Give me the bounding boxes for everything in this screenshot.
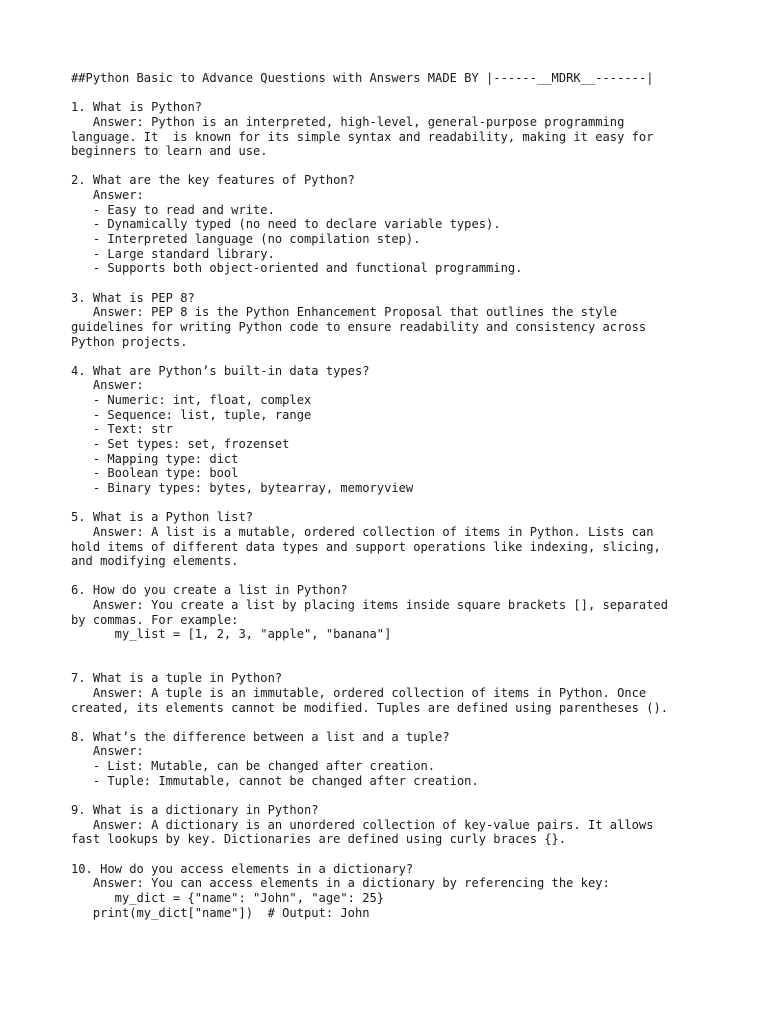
text-line: - Sequence: list, tuple, range <box>71 407 312 422</box>
text-line <box>71 349 751 364</box>
text-line: Answer: A tuple is an immutable, ordered collection of items in Python. Once <box>71 685 647 700</box>
text-line: 6. How do you create a list in Python? <box>71 583 348 598</box>
text-line: hold items of different data types and support operations like indexing, slicing, <box>71 539 661 554</box>
text-line: and modifying elements. <box>71 554 239 569</box>
text-line: Answer: A dictionary is an unordered collection of key-value pairs. It allows <box>71 817 654 832</box>
text-line: - Easy to read and write. <box>71 202 275 217</box>
text-line: - Tuple: Immutable, cannot be changed after creation. <box>71 773 479 788</box>
text-line: Answer: Python is an interpreted, high-level, general-purpose programming <box>71 114 625 129</box>
text-line: - List: Mutable, can be changed after creation. <box>71 759 436 774</box>
text-line <box>71 715 751 730</box>
text-line: - Supports both object-oriented and functional programming. <box>71 261 523 276</box>
text-line <box>71 642 751 657</box>
text-line: Answer: You can access elements in a dictionary by referencing the key: <box>71 876 610 891</box>
text-line <box>71 276 751 291</box>
text-line <box>71 496 751 511</box>
text-line <box>71 657 751 672</box>
text-line: - Dynamically typed (no need to declare variable types). <box>71 217 501 232</box>
text-line: Answer: <box>71 744 144 759</box>
text-line: 4. What are Python’s built-in data types? <box>71 363 370 378</box>
text-line <box>71 788 751 803</box>
text-line: - Interpreted language (no compilation step). <box>71 232 421 247</box>
text-line: 7. What is a tuple in Python? <box>71 671 283 686</box>
text-line <box>71 86 751 101</box>
text-line <box>71 569 751 584</box>
text-line: 2. What are the key features of Python? <box>71 173 355 188</box>
text-line: Python projects. <box>71 334 188 349</box>
text-line: - Text: str <box>71 422 173 437</box>
text-line <box>71 159 751 174</box>
document-title: ##Python Basic to Advance Questions with Answers MADE BY |------__MDRK__-------| <box>71 71 654 85</box>
text-line: Answer: <box>71 378 144 393</box>
document-page <box>71 71 751 920</box>
text-line: - Binary types: bytes, bytearray, memoryview <box>71 480 414 495</box>
text-line: Answer: <box>71 188 144 203</box>
text-line: - Mapping type: dict <box>71 451 239 466</box>
text-line: 10. How do you access elements in a dictionary? <box>71 861 414 876</box>
text-line: beginners to learn and use. <box>71 144 268 159</box>
text-line: - Boolean type: bool <box>71 466 239 481</box>
text-line: my_dict = {"name": "John", "age": 25} <box>71 890 385 905</box>
text-line: 8. What’s the difference between a list and a tuple? <box>71 729 450 744</box>
text-line: 3. What is PEP 8? <box>71 290 195 305</box>
text-line: print(my_dict["name"]) # Output: John <box>71 905 370 920</box>
text-line: 1. What is Python? <box>71 100 203 115</box>
text-line <box>71 847 751 862</box>
text-line: Answer: You create a list by placing items inside square brackets [], separated <box>71 598 669 613</box>
text-line: my_list = [1, 2, 3, "apple", "banana"] <box>71 627 392 642</box>
text-line: guidelines for writing Python code to ensure readability and consistency across <box>71 319 647 334</box>
text-line: language. It is known for its simple syntax and readability, making it easy for <box>71 129 654 144</box>
text-line: by commas. For example: <box>71 612 239 627</box>
text-line: Answer: A list is a mutable, ordered collection of items in Python. Lists can <box>71 524 654 539</box>
text-line: Answer: PEP 8 is the Python Enhancement Proposal that outlines the style <box>71 305 618 320</box>
text-line: - Numeric: int, float, complex <box>71 393 312 408</box>
text-line: - Large standard library. <box>71 246 275 261</box>
text-line: created, its elements cannot be modified. Tuples are defined using parentheses (). <box>71 700 669 715</box>
text-line: - Set types: set, frozenset <box>71 437 290 452</box>
text-line: 5. What is a Python list? <box>71 510 254 525</box>
text-line: 9. What is a dictionary in Python? <box>71 803 319 818</box>
text-line: fast lookups by key. Dictionaries are defined using curly braces {}. <box>71 832 567 847</box>
